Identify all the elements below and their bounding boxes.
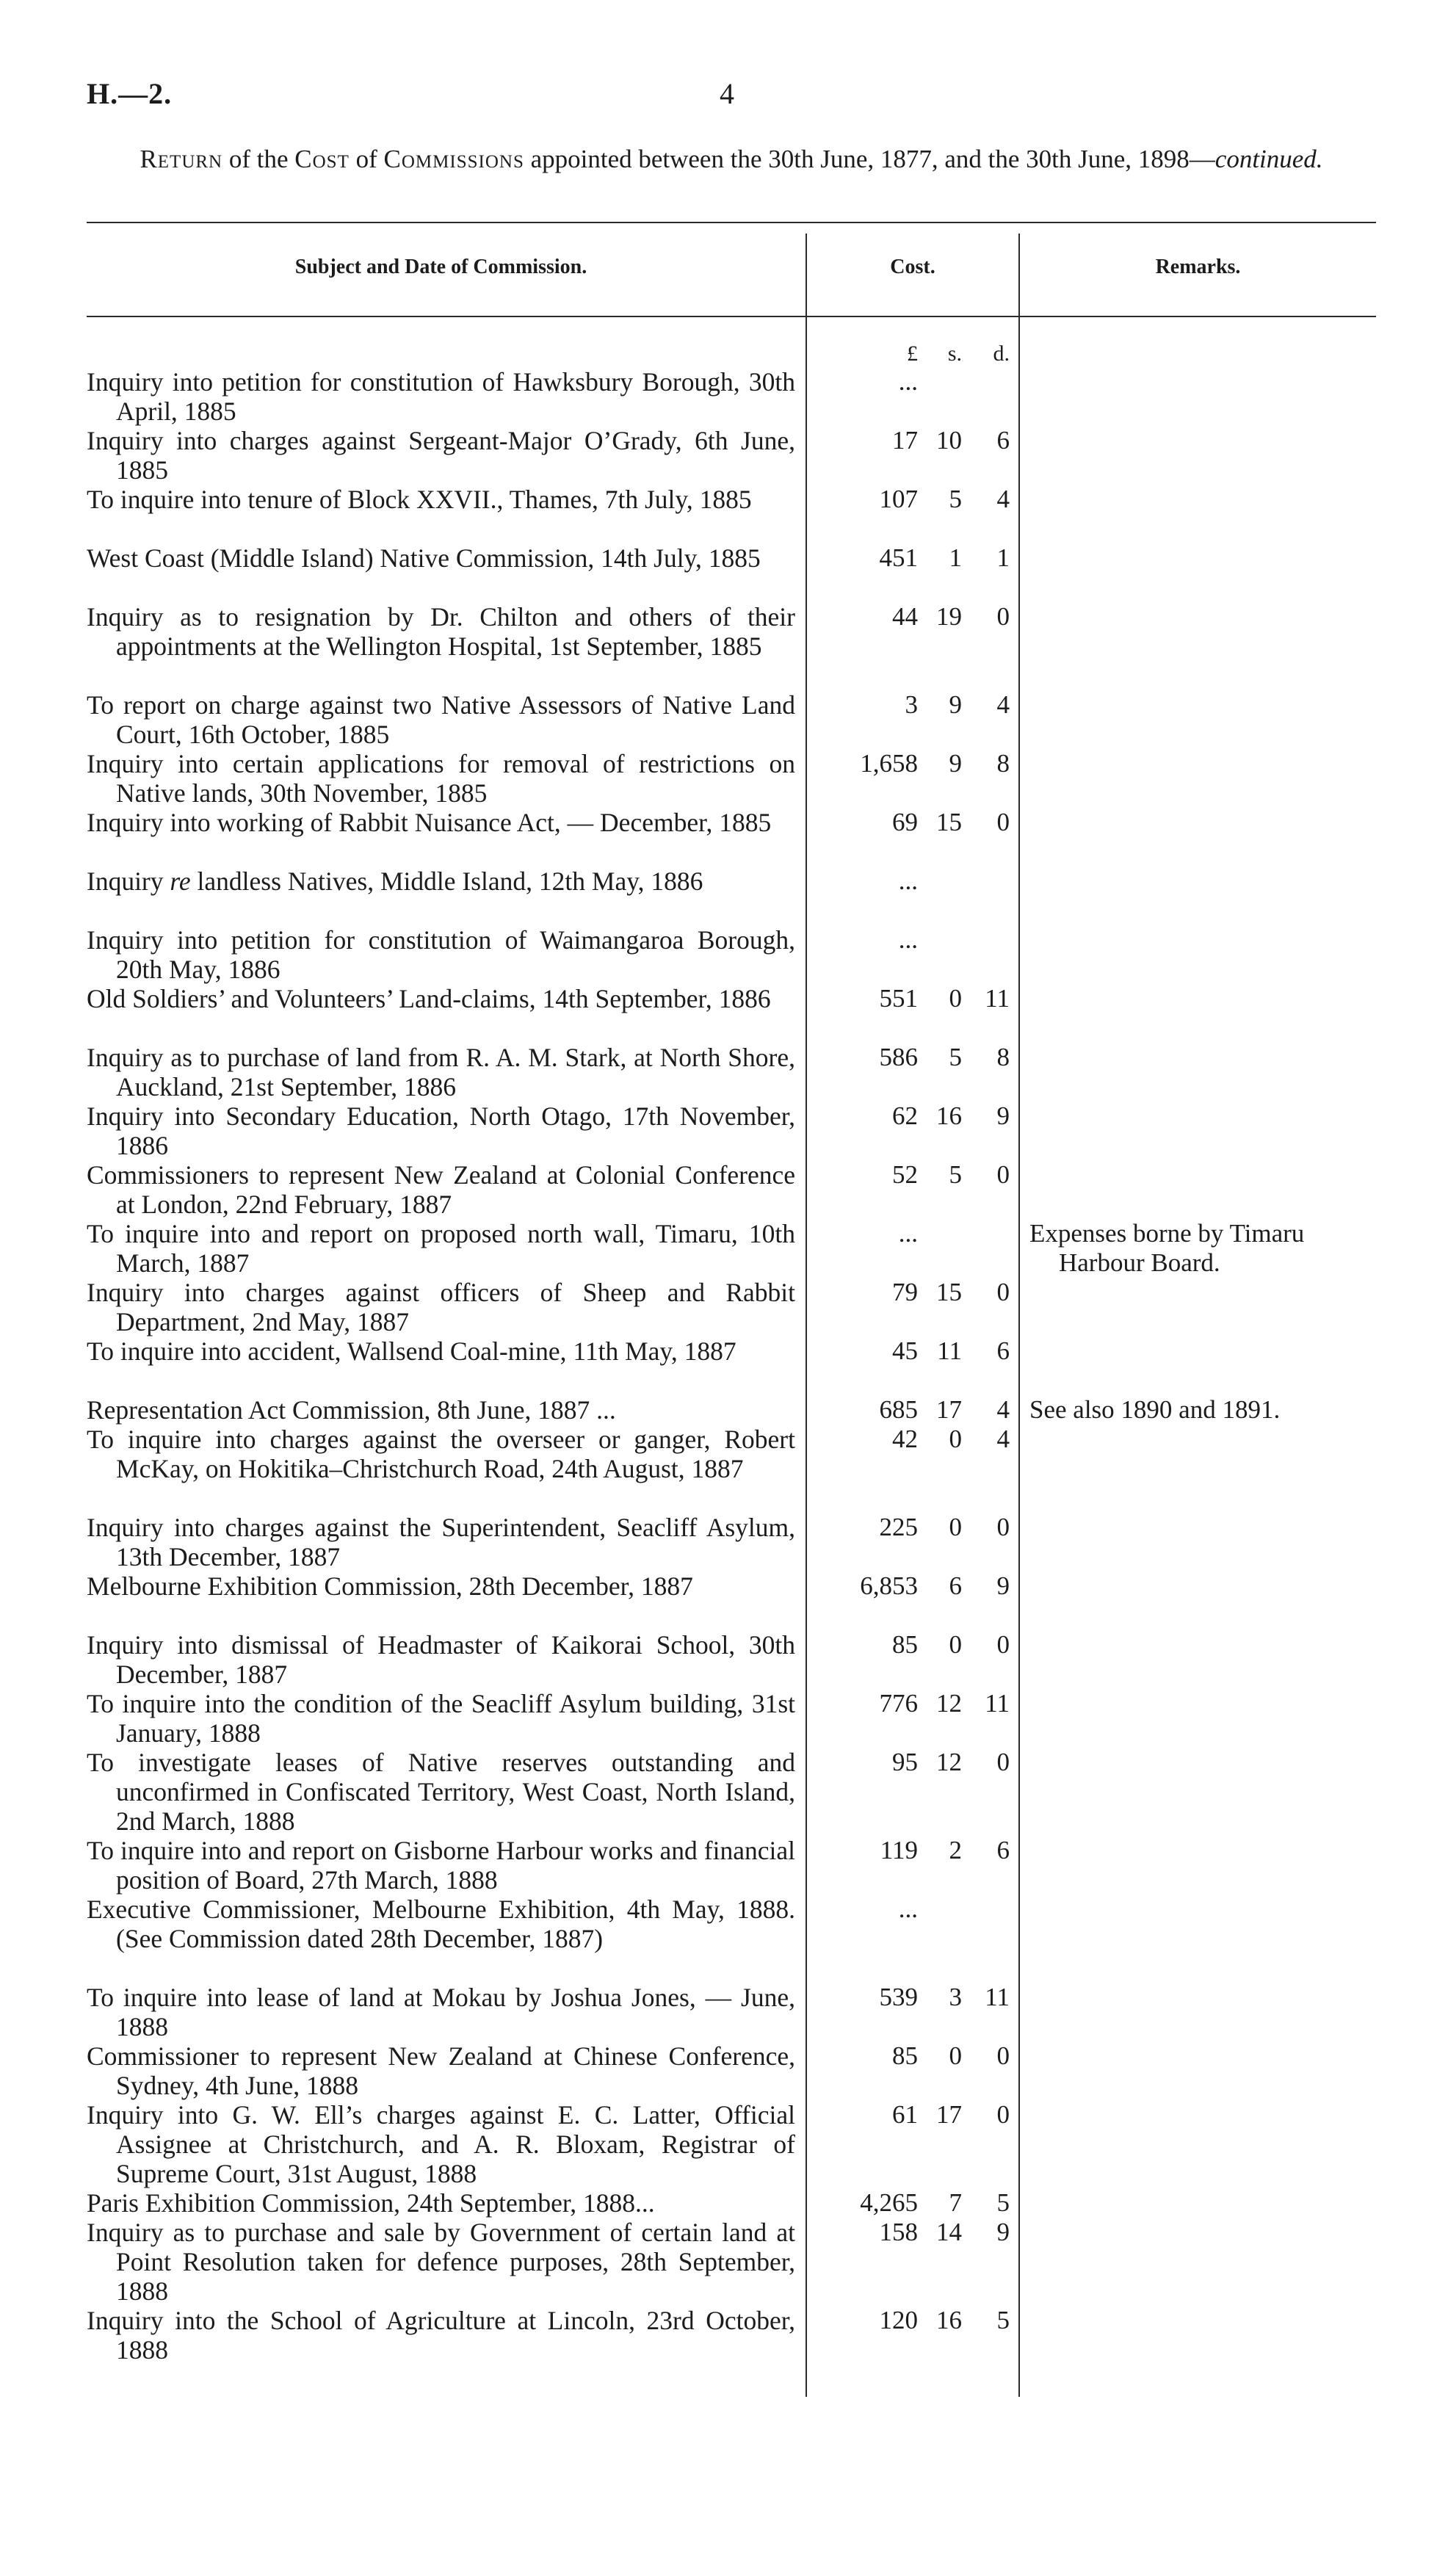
cost-shillings: 14 [936,2218,962,2246]
cost-shillings: 15 [936,808,962,836]
table-row-remark: See also 1890 and 1891. [1029,1395,1281,1424]
table-row-remark: Expenses borne by Timaru Harbour Board. [1029,1219,1305,1277]
cost-pounds: 85 [892,2041,918,2070]
cost-pounds: 225 [879,1513,918,1541]
cost-pence: 0 [996,1748,1010,1776]
cost-pence: 9 [996,2218,1010,2246]
table-row-subject: To inquire into charges against the overseer or ganger, Robert McKay, on Hokitika–Christchurch Road, 24th August, 1887 [87,1425,795,1483]
cost-pounds: 6,853 [860,1571,918,1600]
cost-pounds: 85 [892,1630,918,1659]
cost-pence: 5 [996,2306,1010,2334]
table-row-subject: Melbourne Exhibition Commission, 28th December, 1887 [87,1571,693,1601]
cost-pence: 4 [996,690,1010,719]
cost-pounds: 776 [879,1689,918,1718]
cost-pounds: 120 [879,2306,918,2334]
cost-pounds: 685 [879,1395,918,1424]
cost-shillings: 5 [949,1160,962,1189]
table-row-subject: Representation Act Commission, 8th June, 1887 ... [87,1395,616,1425]
table-row-subject: Inquiry into dismissal of Headmaster of Kaikorai School, 30th December, 1887 [87,1630,795,1689]
cost-shillings: 2 [949,1836,962,1864]
table-row-subject: Inquiry into charges against Sergeant-Major O’Grady, 6th June, 1885 [87,426,795,485]
cost-pounds: 69 [892,808,918,836]
table-row-subject: Inquiry into G. W. Ell’s charges against E. C. Latter, Official Assignee at Christchurch, and A. R. Bloxam, Registrar of Supreme Court, 31st August, 1888 [87,2100,795,2188]
cost-pounds: 79 [892,1278,918,1306]
table-row-subject: To inquire into the condition of the Seacliff Asylum building, 31st January, 1888 [87,1689,795,1748]
cost-pounds: 61 [892,2100,918,2129]
cost-pounds: 551 [879,984,918,1013]
table-row-subject [87,866,795,896]
column-header-remarks: Remarks. [1155,256,1241,278]
cost-pounds: 62 [892,1101,918,1130]
cost-shillings: 17 [936,2100,962,2129]
cost-shillings: 0 [949,1513,962,1541]
cost-shillings: 6 [949,1571,962,1600]
title-word-commissions: Commissions [383,145,524,173]
cost-pence: 0 [996,1160,1010,1189]
table-row-subject: Executive Commissioner, Melbourne Exhibition, 4th May, 1888. (See Commission dated 28th December, 1887) [87,1895,795,1953]
cost-pence: 1 [996,543,1010,572]
cost-shillings: 3 [949,1983,962,2011]
cost-shillings: 11 [937,1336,962,1365]
document-reference: H.—2. [87,77,173,110]
cost-pounds: 95 [892,1748,918,1776]
cost-pence: 9 [996,1101,1010,1130]
page-number: 4 [720,77,734,110]
subject-latin-term: re [170,866,191,896]
table-row-subject: Inquiry into certain applications for removal of restrictions on Native lands, 30th November, 1885 [87,749,795,808]
cost-pounds: 3 [905,690,918,719]
table-row-subject: To inquire into tenure of Block XXVII., Thames, 7th July, 1885 [87,485,752,514]
cost-pounds: 586 [879,1043,918,1071]
title-text-1: of the [222,145,295,173]
table-row-subject: Old Soldiers’ and Volunteers’ Land-claims, 14th September, 1886 [87,984,771,1013]
cost-pounds: 4,265 [860,2188,918,2217]
unit-shillings: s. [947,341,962,366]
cost-pounds: ... [898,925,918,954]
cost-pence: 8 [996,1043,1010,1071]
table-row-subject: To report on charge against two Native Assessors of Native Land Court, 16th October, 1885 [87,690,795,749]
cost-pence: 11 [985,1983,1010,2011]
table-row-subject: Inquiry into petition for constitution of Hawksbury Borough, 30th April, 1885 [87,367,795,426]
table-row-subject: Inquiry as to purchase of land from R. A. M. Stark, at North Shore, Auckland, 21st September, 1886 [87,1043,795,1101]
cost-pounds: 44 [892,602,918,631]
cost-shillings: 10 [936,426,962,455]
cost-shillings: 0 [949,1630,962,1659]
cost-pence: 6 [996,1836,1010,1864]
title-text-3: appointed between the 30th June, 1877, and the 30th June, 1898— [524,145,1215,173]
cost-pounds: ... [898,1219,918,1248]
cost-shillings: 16 [936,2306,962,2334]
cost-shillings: 17 [936,1395,962,1424]
table-row-subject: West Coast (Middle Island) Native Commission, 14th July, 1885 [87,543,761,573]
table-row-subject: Inquiry as to purchase and sale by Government of certain land at Point Resolution taken for defence purposes, 28th September, 1888 [87,2218,795,2306]
cost-pounds: 119 [880,1836,918,1864]
unit-pence: d. [993,341,1010,366]
cost-shillings: 12 [936,1748,962,1776]
cost-pence: 0 [996,808,1010,836]
cost-shillings: 7 [949,2188,962,2217]
cost-shillings: 5 [949,1043,962,1071]
document-title [87,144,1376,175]
cost-pence: 6 [996,1336,1010,1365]
subject-text: Inquiry [87,866,170,896]
cost-pence: 0 [996,602,1010,631]
cost-shillings: 0 [949,2041,962,2070]
cost-shillings: 1 [949,543,962,572]
table-row-subject: Inquiry into petition for constitution of Waimangaroa Borough, 20th May, 1886 [87,925,795,984]
cost-shillings: 9 [949,749,962,778]
remarks-column-divider [1018,234,1020,2397]
table-row-subject: Inquiry into the School of Agriculture at Lincoln, 23rd October, 1888 [87,2306,795,2365]
cost-pence: 0 [996,1278,1010,1306]
table-row-subject: Inquiry into charges against officers of Sheep and Rabbit Department, 2nd May, 1887 [87,1278,795,1336]
table-row-subject: To inquire into and report on Gisborne Harbour works and financial position of Board, 27th March, 1888 [87,1836,795,1895]
cost-pence: 0 [996,1513,1010,1541]
table-row-subject: To investigate leases of Native reserves outstanding and unconfirmed in Confiscated Territory, West Coast, North Island, 2nd March, 1888 [87,1748,795,1836]
cost-pounds: ... [898,367,918,396]
table-row-subject: To inquire into lease of land at Mokau by Joshua Jones, — June, 1888 [87,1983,795,2041]
table-row-subject: Commissioner to represent New Zealand at Chinese Conference, Sydney, 4th June, 1888 [87,2041,795,2100]
cost-shillings: 19 [936,602,962,631]
table-row-subject: Inquiry into charges against the Superintendent, Seacliff Asylum, 13th December, 1887 [87,1513,795,1571]
table-row-subject: Commissioners to represent New Zealand at Colonial Conference at London, 22nd February, 1887 [87,1160,795,1219]
column-header-subject: Subject and Date of Commission. [294,256,587,278]
title-word-return: Return [140,145,223,173]
cost-shillings: 0 [949,1425,962,1453]
cost-pounds: 158 [879,2218,918,2246]
cost-shillings: 12 [936,1689,962,1718]
header-bottom-rule [87,316,1376,317]
table-row-subject: Inquiry into Secondary Education, North Otago, 17th November, 1886 [87,1101,795,1160]
table-row-subject: Inquiry as to resignation by Dr. Chilton and others of their appointments at the Wellington Hospital, 1st September, 1885 [87,602,795,661]
cost-shillings: 0 [949,984,962,1013]
table-row-subject: To inquire into and report on proposed north wall, Timaru, 10th March, 1887 [87,1219,795,1278]
table-row-subject: Inquiry into working of Rabbit Nuisance Act, — December, 1885 [87,808,772,837]
cost-pence: 4 [996,1395,1010,1424]
cost-pounds: ... [898,1895,918,1923]
cost-pounds: 539 [879,1983,918,2011]
cost-pounds: 42 [892,1425,918,1453]
cost-shillings: 15 [936,1278,962,1306]
cost-pence: 8 [996,749,1010,778]
unit-pounds: £ [907,341,918,366]
cost-pence: 6 [996,426,1010,455]
cost-pence: 5 [996,2188,1010,2217]
column-header-cost: Cost. [890,256,935,278]
cost-pence: 11 [985,1689,1010,1718]
cost-pounds: 17 [892,426,918,455]
cost-pence: 11 [985,984,1010,1013]
cost-pounds: ... [898,866,918,895]
cost-pounds: 451 [879,543,918,572]
cost-shillings: 5 [949,485,962,513]
table-row-subject: To inquire into accident, Wallsend Coal-mine, 11th May, 1887 [87,1336,736,1366]
cost-pence: 0 [996,2100,1010,2129]
cost-pence: 4 [996,1425,1010,1453]
cost-pounds: 45 [892,1336,918,1365]
title-continued: continued. [1214,145,1323,173]
cost-pence: 0 [996,2041,1010,2070]
subject-text: landless Natives, Middle Island, 12th May, 1886 [190,866,703,896]
cost-pounds: 52 [892,1160,918,1189]
cost-pence: 9 [996,1571,1010,1600]
cost-pence: 0 [996,1630,1010,1659]
table-row-subject: Paris Exhibition Commission, 24th September, 1888... [87,2188,655,2218]
title-text-2: of [349,145,384,173]
table-top-rule [87,222,1376,223]
cost-shillings: 16 [936,1101,962,1130]
cost-column-divider [806,234,807,2397]
cost-pounds: 1,658 [860,749,918,778]
cost-pence: 4 [996,485,1010,513]
cost-pounds: 107 [879,485,918,513]
title-word-cost: Cost [294,145,350,173]
cost-shillings: 9 [949,690,962,719]
